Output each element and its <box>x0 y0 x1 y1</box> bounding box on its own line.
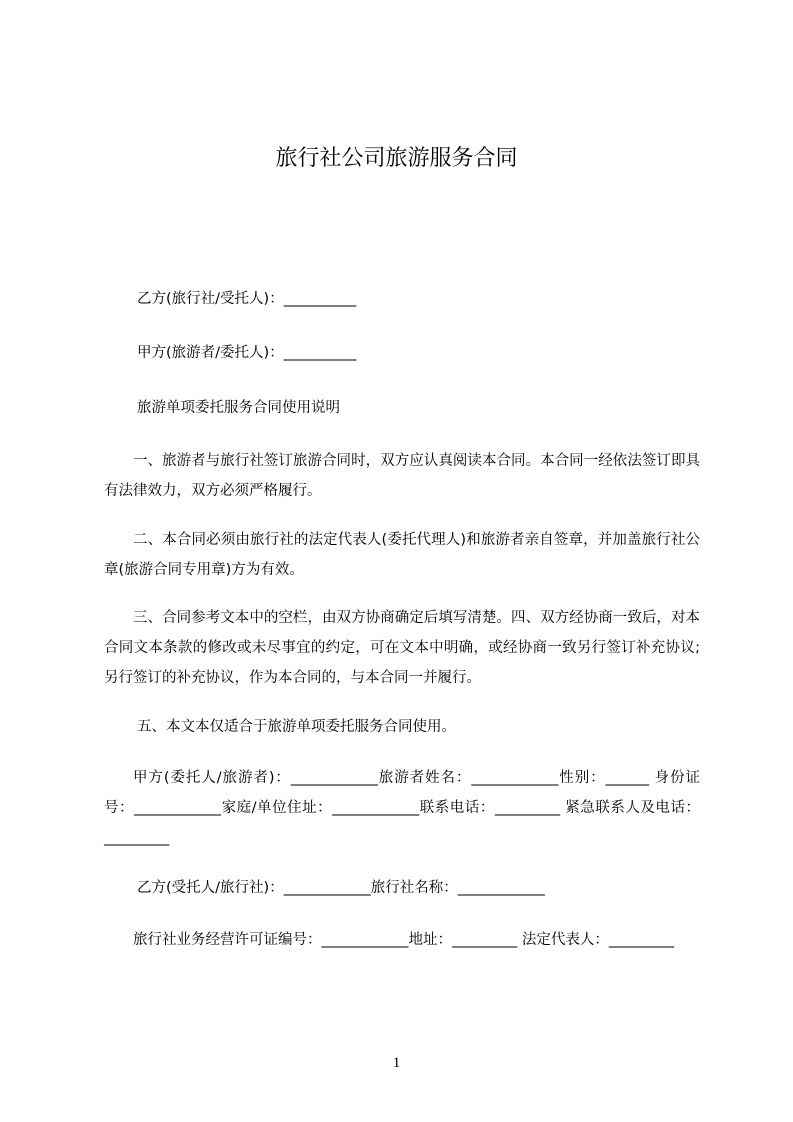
agency-details: 旅行社业务经营许可证编号：____________地址：_________ 法定代表人：_________ <box>133 932 675 948</box>
clause-3-4: 三、合同参考文本中的空栏，由双方协商确定后填写清楚。四、双方经协商一致后，对本合同文本条款的修改或未尽事宜的约定，可在文本中明确，或经协商一致另行签订补充协议;另行签订的补充协议，作为本合同的，与本合同一并履行。 <box>104 610 700 686</box>
document-title: 旅行社公司旅游服务合同 <box>275 146 518 171</box>
party-b-line: 乙方(旅行社/受托人)：__________ <box>137 291 357 307</box>
clause-5: 五、本文本仅适合于旅游单项委托服务合同使用。 <box>137 719 456 735</box>
clause-1: 一、旅游者与旅行社签订旅游合同时，双方应认真阅读本合同。本合同一经依法签订即具有法律效力，双方必须严格履行。 <box>104 453 700 499</box>
party-a-line: 甲方(旅游者/委托人)：__________ <box>137 345 357 361</box>
party-b-details: 乙方(受托人/旅行社)：____________旅行社名称：____________ <box>137 880 545 896</box>
party-a-details: 甲方(委托人/旅游者)：____________旅游者姓名：____________性别：______ 身份证号：____________家庭/单位住址：____________联系电话：_________ 紧急联系人及电话：_________ <box>104 770 700 846</box>
instructions-heading: 旅游单项委托服务合同使用说明 <box>137 400 340 416</box>
page-number: 1 <box>392 1055 401 1071</box>
clause-2: 二、本合同必须由旅行社的法定代表人(委托代理人)和旅游者亲自签章，并加盖旅行社公章(旅游合同专用章)方为有效。 <box>104 532 700 578</box>
